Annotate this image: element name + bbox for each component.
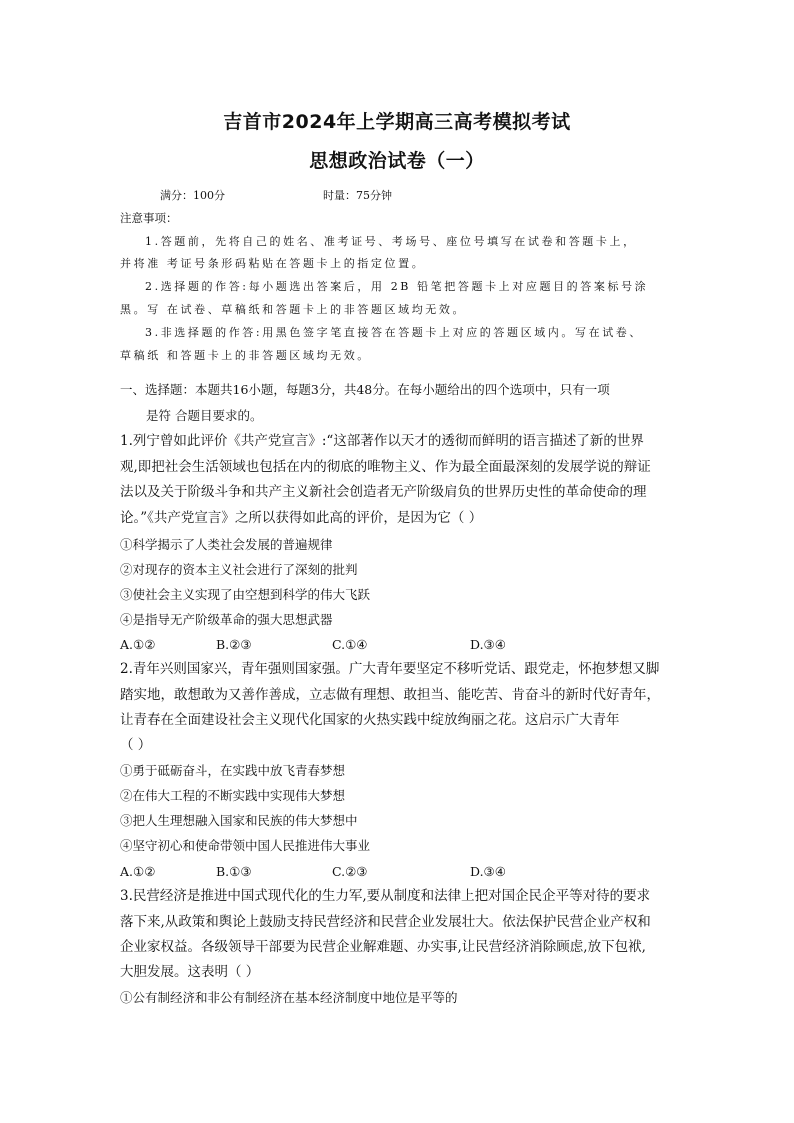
question-2-line: 2.青年兴则国家兴，青年强则国家强。广大青年要坚定不移听党话、跟党走，怀抱梦想又脚 <box>120 661 660 677</box>
choice-b: B.②③ <box>216 637 252 652</box>
section-heading-cont: 是符 合题目要求的。 <box>146 408 263 423</box>
question-1-line: 1.列宁曾如此评价《共产党宣言》:“这部著作以天才的透彻而鲜明的语言描述了新的世界 <box>120 433 644 449</box>
notice-line: 草稿纸 和答题卡上的非答题区域均无效。 <box>120 349 371 362</box>
notice-line: 2.选择题的作答:每小题选出答案后，用 2B 铅笔把答题卡上对应题目的答案标号涂 <box>145 280 649 293</box>
notice-line: 1.答题前，先将自己的姓名、准考证号、考场号、座位号填写在试卷和答题卡上， <box>145 235 637 248</box>
q1-statement: ①科学揭示了人类社会发展的普遍规律 <box>120 537 333 552</box>
notice-line: 并将准 考证号条形码粘贴在答题卡上的指定位置。 <box>120 257 426 270</box>
exam-meta <box>160 187 392 203</box>
choice-c: C.①④ <box>332 637 368 652</box>
q2-statement: ②在伟大工程的不断实践中实现伟大梦想 <box>120 788 346 803</box>
notice-title: 注意事项： <box>120 211 178 225</box>
question-1-line: 观,即把社会生活领域也包括在内的彻底的唯物主义、作为最全面最深刻的发展学说的辩证 <box>120 459 651 475</box>
q3-statement: ①公有制经济和非公有制经济在基本经济制度中地位是平等的 <box>120 990 458 1005</box>
question-3-line: 大胆发展。这表明（ ） <box>120 964 260 980</box>
question-2-line: 踏实地，敢想敢为又善作善成，立志做有理想、敢担当、能吃苦、肯奋斗的新时代好青年， <box>120 687 660 703</box>
q2-choices <box>120 864 506 879</box>
q2-statement: ④坚守初心和使命带领中国人民推进伟大事业 <box>120 838 371 853</box>
choice-b: B.①③ <box>216 864 252 879</box>
q2-statement: ①勇于砥砺奋斗，在实践中放飞青春梦想 <box>120 763 346 778</box>
question-3-line: 3.民营经济是推进中国式现代化的生力军,要从制度和法律上把对国企民企平等对待的要求 <box>120 888 651 904</box>
choice-d: D.③④ <box>470 637 506 652</box>
full-score: 满分：100分 <box>160 189 225 202</box>
exam-title: 吉首市2024年上学期高三高考模拟考试 <box>223 111 571 133</box>
choice-c: C.②③ <box>332 864 368 879</box>
question-1-line: 法以及关于阶级斗争和共产主义新社会创造者无产阶级肩负的世界历史性的革命使命的理 <box>120 484 647 500</box>
choice-a: A.①② <box>120 864 156 879</box>
exam-subtitle: 思想政治试卷（一） <box>309 150 485 172</box>
notice-line: 3.非选择题的作答:用黑色签字笔直接答在答题卡上对应的答题区域内。写在试卷、 <box>145 326 643 339</box>
question-2-line: （ ） <box>120 737 152 753</box>
time-limit: 时量：75分钟 <box>323 189 392 202</box>
q2-statement: ③把人生理想融入国家和民族的伟大梦想中 <box>120 813 358 828</box>
q1-statement: ③使社会主义实现了由空想到科学的伟大飞跃 <box>120 587 371 602</box>
q1-choices <box>120 637 506 652</box>
question-3-line: 企业家权益。各级领导干部要为民营企业解难题、办实事,让民营经济消除顾虑,放下包袱, <box>120 939 646 955</box>
choice-d: D.③④ <box>470 864 506 879</box>
q1-statement: ②对现存的资本主义社会进行了深刻的批判 <box>120 562 358 577</box>
question-1-line: 论。”《共产党宣言》之所以获得如此高的评价，是因为它（ ） <box>120 510 483 526</box>
choice-a: A.①② <box>120 637 156 652</box>
section-heading: 一、选择题：本题共16小题，每题3分，共48分。在每小题给出的四个选项中，只有一项 <box>120 382 610 397</box>
q1-statement: ④是指导无产阶级革命的强大思想武器 <box>120 612 333 627</box>
question-2-line: 让青春在全面建设社会主义现代化国家的火热实践中绽放绚丽之花。这启示广大青年 <box>120 712 620 728</box>
question-3-line: 落下来,从政策和舆论上鼓励支持民营经济和民营企业发展壮大。依法保护民营企业产权和 <box>120 914 651 930</box>
notice-line: 黑。写 在试卷、草稿纸和答题卡上的非答题区域均无效。 <box>120 303 467 316</box>
